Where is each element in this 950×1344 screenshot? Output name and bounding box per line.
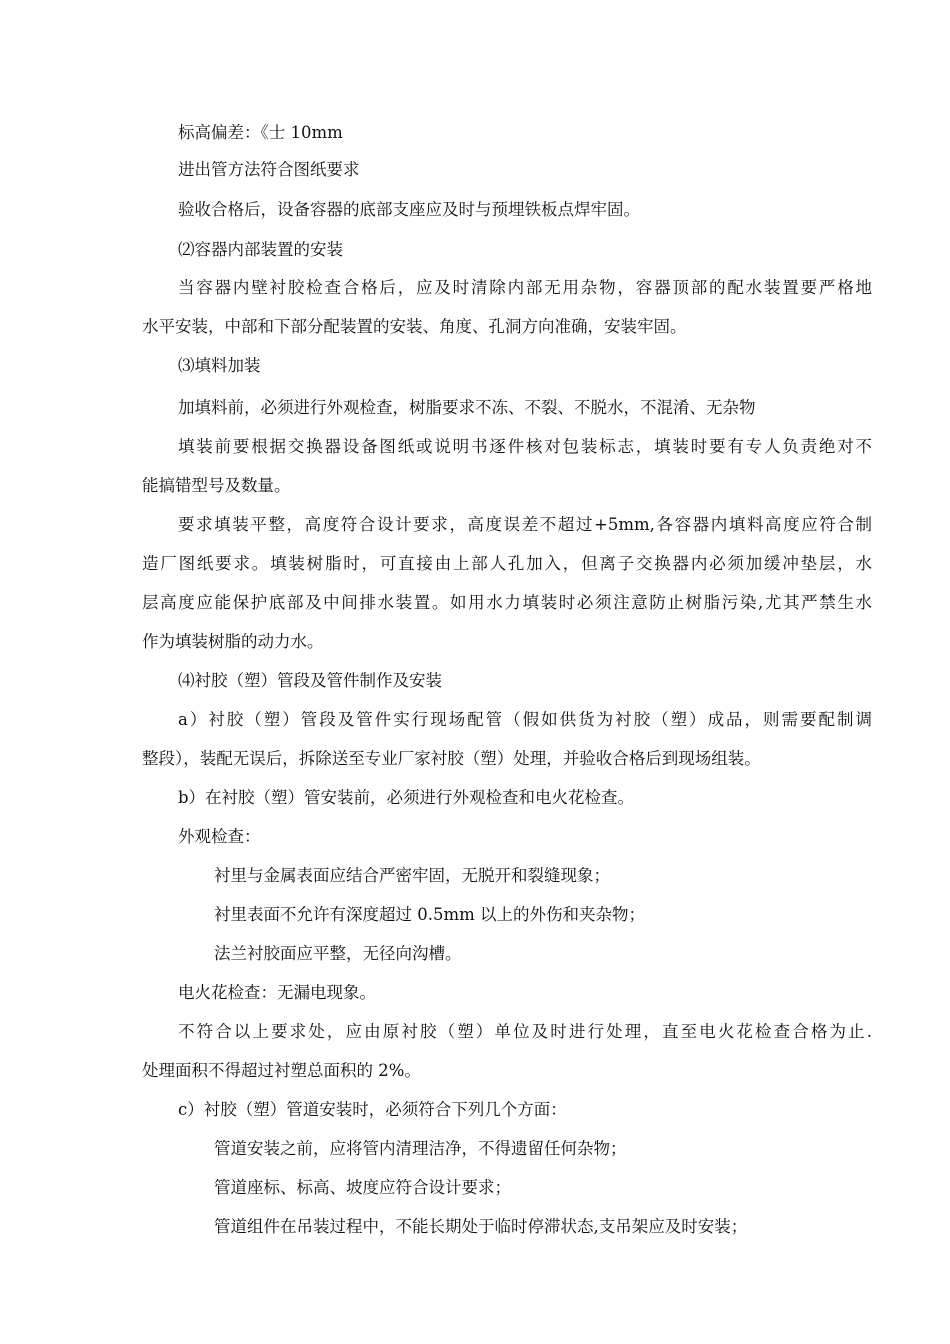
text-line: 整段），装配无误后，拆除送至专业厂家衬胶（塑）处理，并验收合格后到现场组装。 xyxy=(142,749,761,768)
text-line: c）衬胶（塑）管道安装时，必须符合下列几个方面： xyxy=(178,1100,567,1119)
text-line: 法兰衬胶面应平整，无径向沟槽。 xyxy=(214,944,462,963)
section-heading: ⑵容器内部装置的安装 xyxy=(178,240,343,259)
text-line: 要求填装平整，高度符合设计要求，高度误差不超过+5mm,各容器内填料高度应符合制 xyxy=(178,515,872,534)
text-line: 层高度应能保护底部及中间排水装置。如用水力填装时必须注意防止树脂污染,尤其严禁生水 xyxy=(142,593,872,612)
text-line: 管道座标、标高、坡度应符合设计要求； xyxy=(214,1178,511,1197)
section-heading: ⑶填料加装 xyxy=(178,356,261,375)
text-line: 衬里与金属表面应结合严密牢固，无脱开和裂缝现象； xyxy=(214,866,610,885)
text-line: b）在衬胶（塑）管安装前，必须进行外观检查和电火花检查。 xyxy=(178,788,635,807)
text-line: 能搞错型号及数量。 xyxy=(142,476,291,495)
text-line: 进出管方法符合图纸要求 xyxy=(178,160,360,179)
text-line: a）衬胶（塑）管段及管件实行现场配管（假如供货为衬胶（塑）成品，则需要配制调 xyxy=(178,710,872,729)
text-line: 标高偏差：《士 10mm xyxy=(178,123,343,142)
section-heading: ⑷衬胶（塑）管段及管件制作及安装 xyxy=(178,671,442,690)
text-line: 管道组件在吊装过程中，不能长期处于临时停滞状态,支吊架应及时安装； xyxy=(214,1217,748,1236)
text-line: 作为填装树脂的动力水。 xyxy=(142,632,324,651)
text-line: 当容器内壁衬胶检查合格后，应及时清除内部无用杂物，容器顶部的配水装置要严格地 xyxy=(178,278,872,297)
text-line: 造厂图纸要求。填装树脂时，可直接由上部人孔加入，但离子交换器内必须加缓冲垫层，水 xyxy=(142,554,872,573)
text-line: 验收合格后，设备容器的底部支座应及时与预埋铁板点焊牢固。 xyxy=(178,200,640,219)
text-line: 处理面积不得超过衬塑总面积的 2%。 xyxy=(142,1061,421,1080)
text-line: 填装前要根据交换器设备图纸或说明书逐件核对包装标志，填装时要有专人负责绝对不 xyxy=(178,437,872,456)
text-line: 外观检查： xyxy=(178,827,261,846)
text-line: 电火花检查：无漏电现象。 xyxy=(178,983,376,1002)
text-line: 水平安装，中部和下部分配装置的安装、角度、孔洞方向准确，安装牢固。 xyxy=(142,317,687,336)
text-line: 衬里表面不允许有深度超过 0.5mm 以上的外伤和夹杂物； xyxy=(214,905,646,924)
text-line: 加填料前，必须进行外观检查，树脂要求不冻、不裂、不脱水，不混淆、无杂物 xyxy=(178,398,756,417)
text-line: 管道安装之前，应将管内清理洁净，不得遗留任何杂物； xyxy=(214,1139,627,1158)
text-line: 不符合以上要求处，应由原衬胶（塑）单位及时进行处理，直至电火花检查合格为止. xyxy=(178,1022,872,1041)
